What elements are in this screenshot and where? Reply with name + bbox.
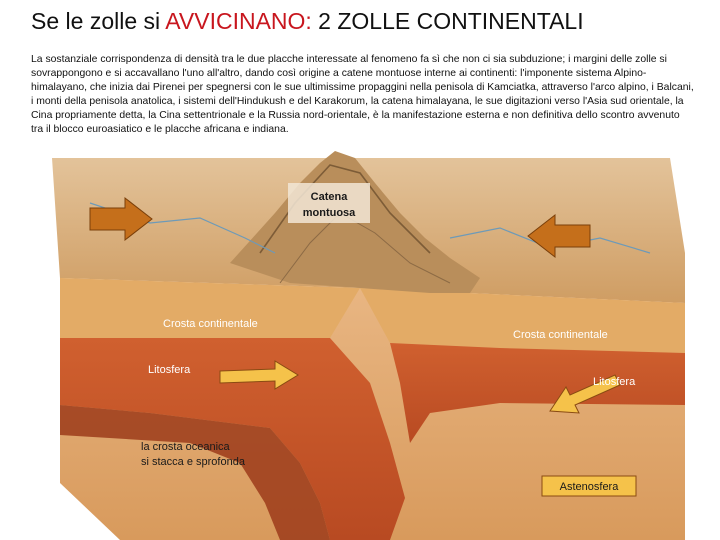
title-highlight: AVVICINANO: [165, 8, 312, 34]
oceanic-label-line1: la crosta oceanica [141, 441, 230, 453]
crust-left-label: Crosta continentale [163, 318, 258, 330]
crust-right-label: Crosta continentale [513, 329, 608, 341]
mountain-label-line1: Catena [310, 191, 348, 203]
title-suffix: 2 ZOLLE CONTINENTALI [311, 8, 584, 34]
title-prefix: Se le zolle si [31, 8, 166, 34]
plate-collision-diagram [30, 143, 687, 540]
asthenosphere-label: Astenosfera [559, 481, 619, 493]
body-text: La sostanziale corrispondenza di densità tra le due placche interessate al fenomeno fa sì che non ci sia subduzione; i margini delle zolle si sovrappongono e si accavallano l'uno all'altro, dando così origine a catene montuose interne ai continenti: l'imponente sistema Alpino-himalayano, che inizia dai Pirenei per spegnersi con le sue ultimissime propaggini nella penisola di Kamciatka, attraverso l'arco alpino, i Balcani, i monti della penisola anatolica, i sistemi dell'Hindukush e del Karakorum, la catena himalayana, le sue digitazioni verso l'Asia sud orientale, la Cina propriamente detta, la Cina settentrionale e la Russia nord-orientale, è la manifestazione esterna e non definitiva dello scontro avvenuto tra il blocco euroasiatico e le placche africana e indiana. [31, 54, 694, 136]
mountain-label-line2: montuosa [302, 207, 356, 219]
oceanic-label-line2: si stacca e sprofonda [141, 456, 245, 468]
slide-title [31, 8, 584, 35]
lithosphere-left-label: Litosfera [148, 364, 191, 376]
lithosphere-right-label: Litosfera [593, 376, 636, 388]
